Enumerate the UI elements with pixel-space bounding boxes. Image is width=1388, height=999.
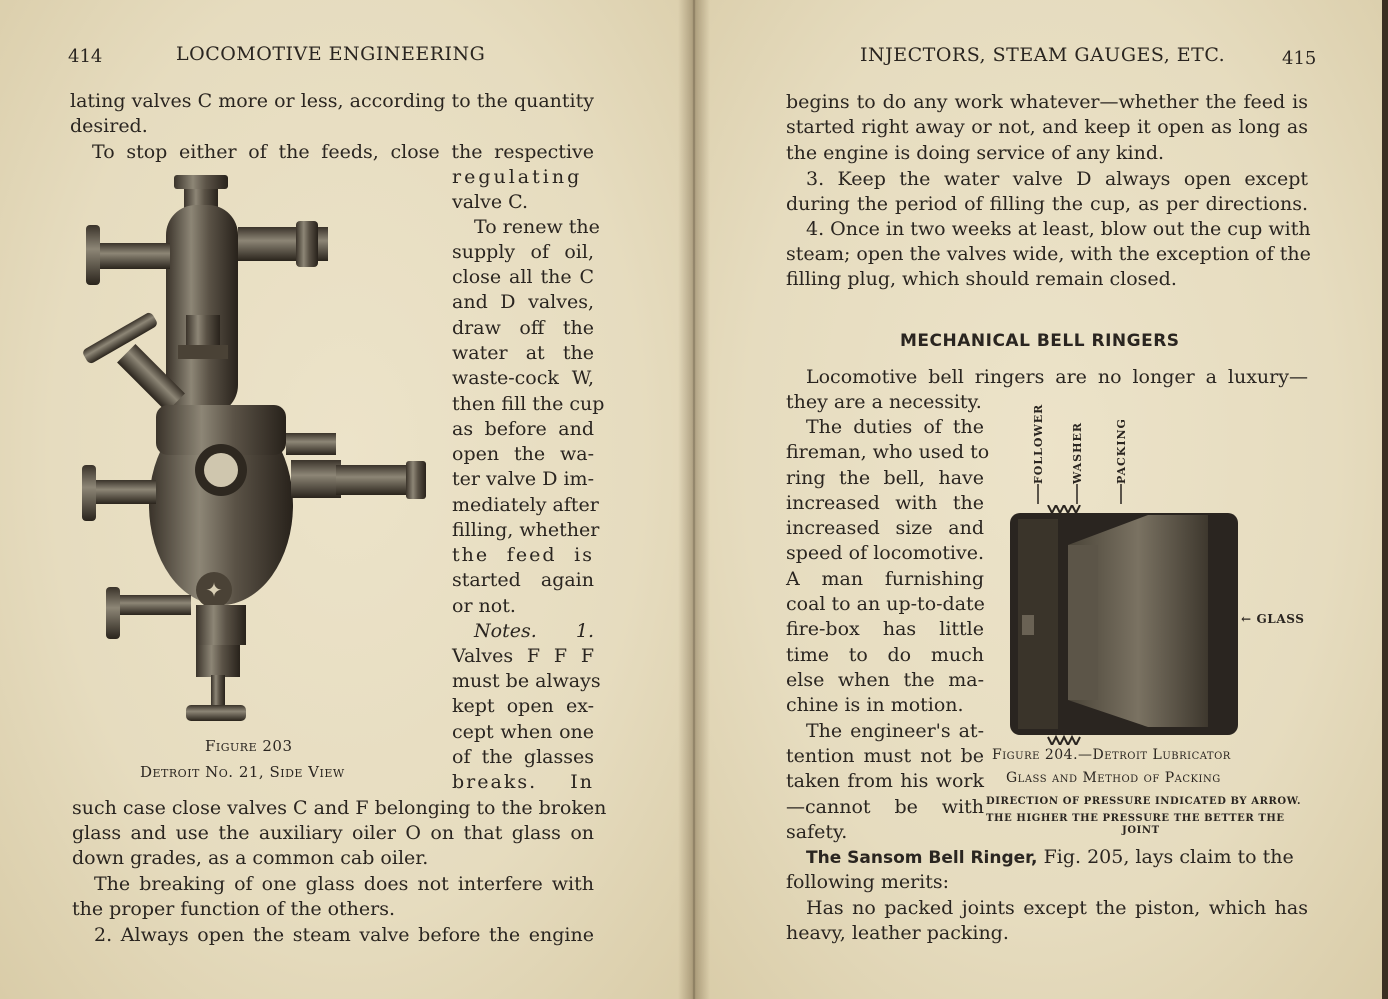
text-line: water at the [452, 342, 594, 364]
text-line: begins to do any work whatever—whether the feed is [786, 91, 1308, 113]
text-line: else when the ma- [786, 669, 984, 691]
text-line: filling plug, which should remain closed. [786, 268, 1177, 290]
text-line: To stop either of the feeds, close the respective [92, 141, 594, 163]
figure-caption: Glass and Method of Packing [1006, 770, 1221, 786]
text-line: coal to an up-to-date [786, 593, 985, 615]
text-line: started again [452, 569, 594, 591]
text-line: Locomotive bell ringers are no longer a luxury— [806, 366, 1308, 388]
book-gutter [678, 0, 710, 999]
text-line: tention must not be [786, 745, 984, 767]
text-line: breaks. In [452, 771, 594, 793]
text-line: filling, whether [452, 519, 600, 541]
text-line: following merits: [786, 871, 950, 893]
sansom-rest-text: Fig. 205, lays claim to the [1037, 846, 1294, 868]
text-line: valve C. [452, 191, 529, 213]
text-line: open the wa- [452, 443, 594, 465]
text-line: Has no packed joints except the piston, which has [806, 897, 1308, 919]
lubricator-illustration [66, 175, 436, 735]
text-line: The duties of the [806, 416, 984, 438]
text-line: speed of locomotive. [786, 542, 984, 564]
page-number: 414 [68, 46, 103, 67]
text-line: such case close valves C and F belonging to the broken [72, 797, 607, 819]
text-line: close all the C [452, 266, 594, 288]
figure-caption: Figure 204.—Detroit Lubricator [992, 747, 1231, 763]
text-line: glass and use the auxiliary oiler O on that glass on [72, 822, 594, 844]
text-line: 4. Once in two weeks at least, blow out the cup with [806, 218, 1311, 240]
text-line: started right away or not, and keep it open as long as [786, 116, 1308, 138]
text-line: To renew the [474, 216, 600, 238]
page-edge [1382, 0, 1388, 999]
text-line: heavy, leather packing. [786, 922, 1009, 944]
text-line: down grades, as a common cab oiler. [72, 847, 429, 869]
figure-caption: Figure 203 [205, 737, 293, 755]
text-line: increased size and [786, 517, 984, 539]
text-line: steam; open the valves wide, with the exception of the [786, 243, 1311, 265]
text-line: then fill the cup [452, 393, 605, 415]
text-line: fire-box has little [786, 618, 984, 640]
text-line: A man furnishing [786, 568, 984, 590]
text-line: must be always [452, 670, 601, 692]
text-line: kept open ex- [452, 695, 594, 717]
text-line: The engineer's at- [806, 720, 984, 742]
text-line: during the period of filling the cup, as per directions. [786, 193, 1308, 215]
text-line: draw off the [452, 317, 594, 339]
text-line: time to do much [786, 644, 984, 666]
text-line: The breaking of one glass does not interfere with [94, 873, 594, 895]
sansom-bold-text: The Sansom Bell Ringer, [806, 848, 1038, 868]
figure-label-washer: WASHER [1071, 421, 1084, 484]
text-line: ring the bell, have [786, 467, 984, 489]
text-line: waste-cock W, [452, 367, 594, 389]
page-number: 415 [1282, 48, 1317, 69]
figure-label-packing: PACKING [1115, 418, 1128, 484]
text-line: the engine is doing service of any kind. [786, 142, 1165, 164]
text-line: taken from his work [786, 770, 984, 792]
figure-caption: Detroit No. 21, Side View [140, 763, 345, 781]
text-line: 3. Keep the water valve D always open except [806, 168, 1308, 190]
text-line: 2. Always open the steam valve before the engine [94, 924, 594, 946]
text-line: the feed is [452, 544, 594, 566]
text-line: fireman, who used to [786, 441, 990, 463]
section-heading: MECHANICAL BELL RINGERS [900, 331, 1180, 351]
text-line [806, 845, 1294, 871]
text-line: ter valve D im- [452, 468, 594, 490]
right-page [694, 0, 1388, 999]
text-line: regulating [452, 166, 583, 188]
text-line: as before and [452, 418, 594, 440]
text-line: they are a necessity. [786, 391, 982, 413]
arrow-left-icon: ← [1241, 612, 1252, 626]
text-line: the proper function of the others. [72, 898, 396, 920]
running-head: INJECTORS, STEAM GAUGES, ETC. [860, 44, 1226, 66]
figure-note: JOINT [1122, 825, 1160, 836]
figure-label-follower: FOLLOWER [1032, 403, 1045, 484]
text-line: lating valves C more or less, according to the quantity [70, 90, 594, 112]
text-line: increased with the [786, 492, 984, 514]
text-line: Valves F F F [452, 645, 594, 667]
gauge-glass-illustration [1008, 505, 1258, 745]
text-line: desired. [70, 115, 148, 137]
text-line: or not. [452, 595, 516, 617]
text-line: of the glasses [452, 746, 594, 768]
svg-text:✦: ✦ [205, 578, 223, 602]
text-line: and D valves, [452, 291, 594, 313]
figure-label-glass [1241, 612, 1305, 626]
figure-note: THE HIGHER THE PRESSURE THE BETTER THE [986, 813, 1285, 824]
text-line: Notes. 1. [474, 620, 594, 642]
text-line: —cannot be with [786, 796, 984, 818]
text-line: mediately after [452, 494, 599, 516]
text-line: cept when one [452, 721, 594, 743]
text-line: safety. [786, 821, 848, 843]
glass-label-text: GLASS [1256, 612, 1305, 626]
text-line: chine is in motion. [786, 694, 964, 716]
text-line: supply of oil, [452, 241, 594, 263]
running-head: LOCOMOTIVE ENGINEERING [176, 43, 486, 65]
figure-note: DIRECTION OF PRESSURE INDICATED BY ARROW. [986, 796, 1302, 807]
